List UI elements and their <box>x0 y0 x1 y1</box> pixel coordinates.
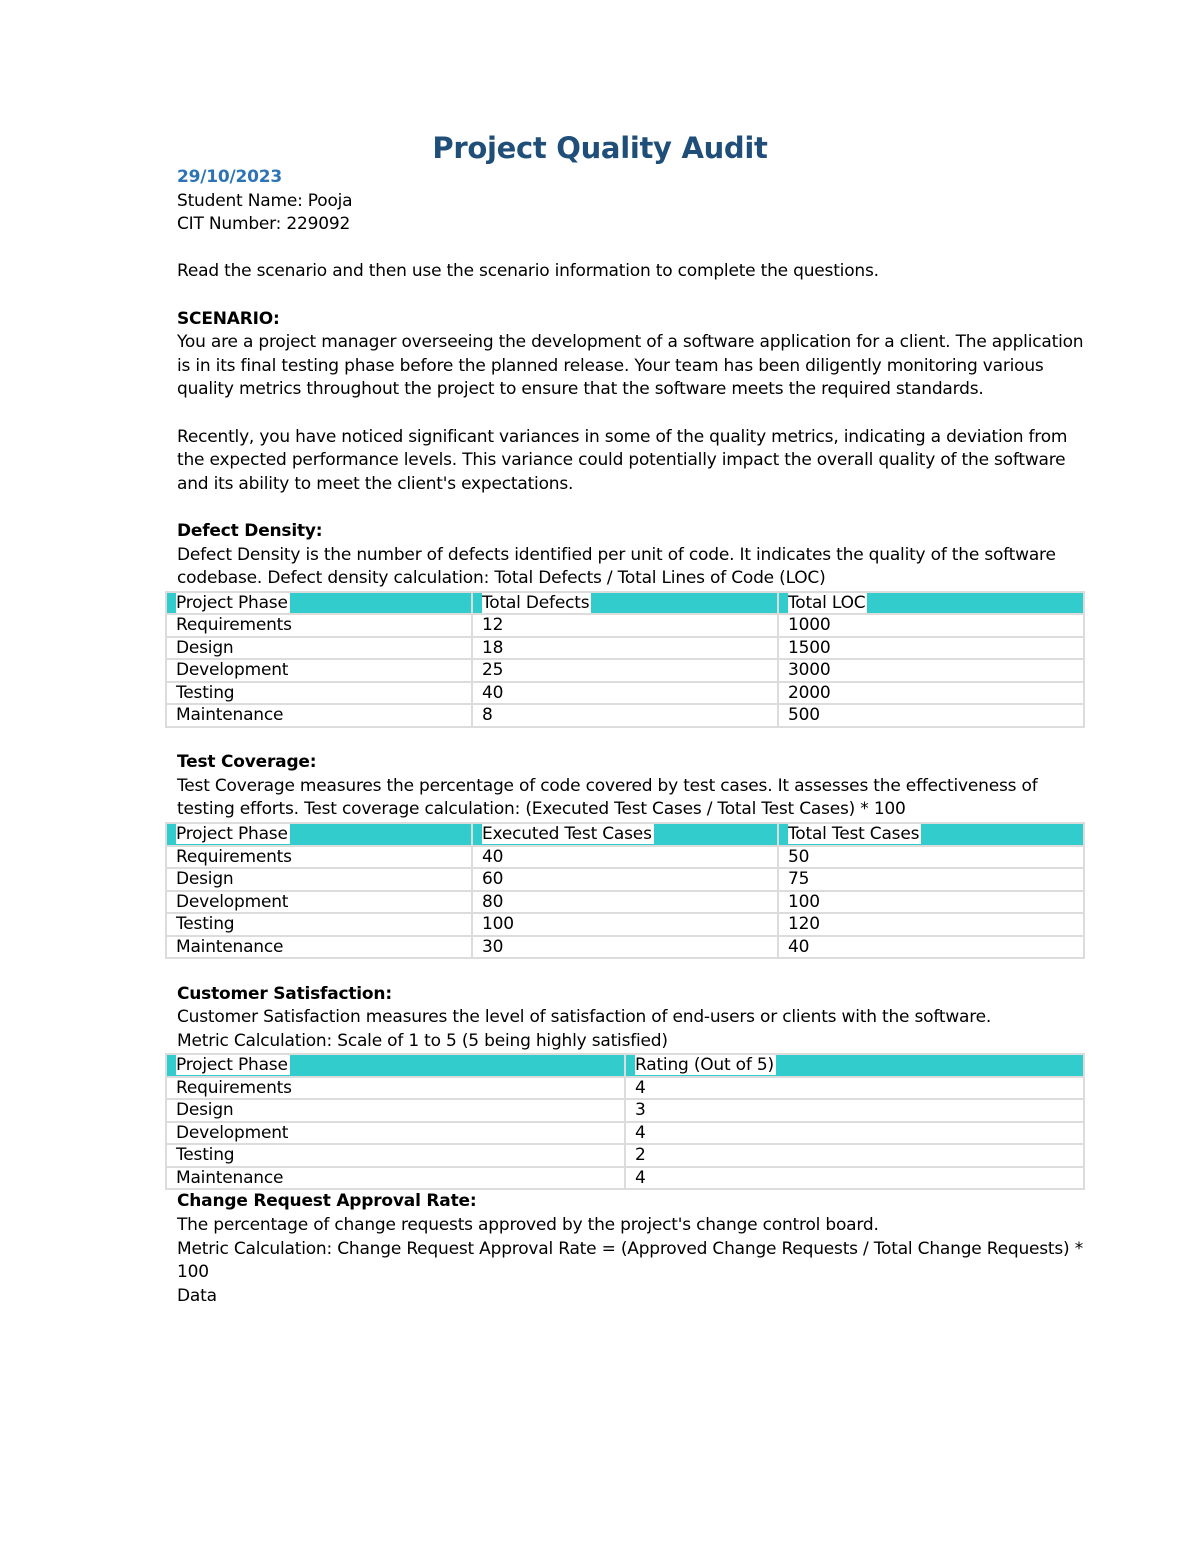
table-cell: 30 <box>472 936 778 959</box>
customer-satisfaction-description: Customer Satisfaction measures the level of satisfaction of end-users or clients with the software. <box>177 1007 992 1028</box>
document-date: 29/10/2023 <box>177 167 283 187</box>
table-cell: 8 <box>472 704 778 727</box>
change-request-description: The percentage of change requests approved by the project's change control board. <box>177 1215 879 1236</box>
table-cell: Requirements <box>166 846 472 869</box>
table-cell: 40 <box>778 936 1084 959</box>
defect-density-description: Defect Density is the number of defects identified per unit of code. It indicates the quality of the software codebase. Defect density calculation: Total Defects / Total Lines of Code (LOC) <box>177 544 1056 589</box>
test-coverage-table <box>165 822 1085 959</box>
table-cell: Maintenance <box>166 1167 625 1190</box>
column-header: Total Defects <box>482 592 590 613</box>
column-header: Rating (Out of 5) <box>635 1055 774 1076</box>
table-cell: 25 <box>472 659 778 682</box>
table-cell: Development <box>166 891 472 914</box>
column-header: Project Phase <box>176 1055 288 1076</box>
table-cell: 12 <box>472 614 778 637</box>
table-header-row <box>166 823 1084 846</box>
table-header-row <box>166 1054 1084 1077</box>
table-cell: 60 <box>472 868 778 891</box>
table-cell: 100 <box>778 891 1084 914</box>
table-row <box>166 936 1084 959</box>
change-request-heading: Change Request Approval Rate: <box>177 1191 477 1212</box>
test-coverage-description: Test Coverage measures the percentage of code covered by test cases. It assesses the effectiveness of testing efforts. Test coverage calculation: (Executed Test Cases / Total Test Cases) * 100 <box>177 775 1038 820</box>
table-cell: Requirements <box>166 614 472 637</box>
column-header: Total LOC <box>788 592 866 613</box>
student-name: Student Name: Pooja <box>177 190 353 211</box>
defect-density-table <box>165 591 1085 728</box>
table-cell: 2000 <box>778 682 1084 705</box>
table-cell: 40 <box>472 846 778 869</box>
table-cell: 4 <box>625 1077 1084 1100</box>
table-cell: Design <box>166 1099 625 1122</box>
scenario-paragraph-2: Recently, you have noticed significant variances in some of the quality metrics, indicating a deviation from the expected performance levels. This variance could potentially impact the overall quality of the software and its ability to meet the client's expectations. <box>177 426 1068 494</box>
table-cell: 500 <box>778 704 1084 727</box>
table-row <box>166 704 1084 727</box>
table-cell: Requirements <box>166 1077 625 1100</box>
table-cell: 120 <box>778 913 1084 936</box>
table-cell: 50 <box>778 846 1084 869</box>
table-cell: 1500 <box>778 637 1084 660</box>
table-cell: Maintenance <box>166 704 472 727</box>
table-cell: 40 <box>472 682 778 705</box>
table-row <box>166 1144 1084 1167</box>
customer-satisfaction-table <box>165 1053 1085 1190</box>
column-header: Project Phase <box>176 592 288 613</box>
test-coverage-heading: Test Coverage: <box>177 752 317 773</box>
table-cell: Testing <box>166 1144 625 1167</box>
change-request-metric: Metric Calculation: Change Request Approval Rate = (Approved Change Requests / Total Change Requests) * 100 <box>177 1238 1083 1283</box>
table-cell: 100 <box>472 913 778 936</box>
document-body <box>177 166 1087 1308</box>
cit-number: CIT Number: 229092 <box>177 214 351 235</box>
table-row <box>166 637 1084 660</box>
table-row <box>166 682 1084 705</box>
table-cell: 80 <box>472 891 778 914</box>
table-cell: Testing <box>166 682 472 705</box>
table-cell: Development <box>166 1122 625 1145</box>
table-cell: 18 <box>472 637 778 660</box>
column-header: Project Phase <box>176 824 288 845</box>
table-cell: 3 <box>625 1099 1084 1122</box>
table-header-row <box>166 592 1084 615</box>
table-cell: Design <box>166 868 472 891</box>
table-cell: 3000 <box>778 659 1084 682</box>
table-cell: Development <box>166 659 472 682</box>
instructions: Read the scenario and then use the scenario information to complete the questions. <box>177 261 879 282</box>
table-cell: 2 <box>625 1144 1084 1167</box>
customer-satisfaction-metric: Metric Calculation: Scale of 1 to 5 (5 being highly satisfied) <box>177 1030 668 1051</box>
table-cell: 75 <box>778 868 1084 891</box>
document-title: Project Quality Audit <box>432 131 768 165</box>
table-cell: 4 <box>625 1122 1084 1145</box>
table-row <box>166 891 1084 914</box>
table-cell: Design <box>166 637 472 660</box>
scenario-paragraph-1: You are a project manager overseeing the development of a software application for a client. The application is in its final testing phase before the planned release. Your team has been diligently monitoring various quality metrics throughout the project to ensure that the software meets the required standards. <box>177 332 1084 400</box>
table-row <box>166 913 1084 936</box>
scenario-heading: SCENARIO: <box>177 308 280 329</box>
column-header: Total Test Cases <box>788 824 920 845</box>
table-row <box>166 1167 1084 1190</box>
table-row <box>166 868 1084 891</box>
table-row <box>166 846 1084 869</box>
table-cell: 1000 <box>778 614 1084 637</box>
table-cell: 4 <box>625 1167 1084 1190</box>
customer-satisfaction-heading: Customer Satisfaction: <box>177 983 392 1004</box>
table-row <box>166 1077 1084 1100</box>
table-row <box>166 659 1084 682</box>
column-header: Executed Test Cases <box>482 824 652 845</box>
table-row <box>166 1099 1084 1122</box>
data-label: Data <box>177 1285 217 1306</box>
table-row <box>166 614 1084 637</box>
table-cell: Maintenance <box>166 936 472 959</box>
table-cell: Testing <box>166 913 472 936</box>
table-row <box>166 1122 1084 1145</box>
defect-density-heading: Defect Density: <box>177 520 323 541</box>
